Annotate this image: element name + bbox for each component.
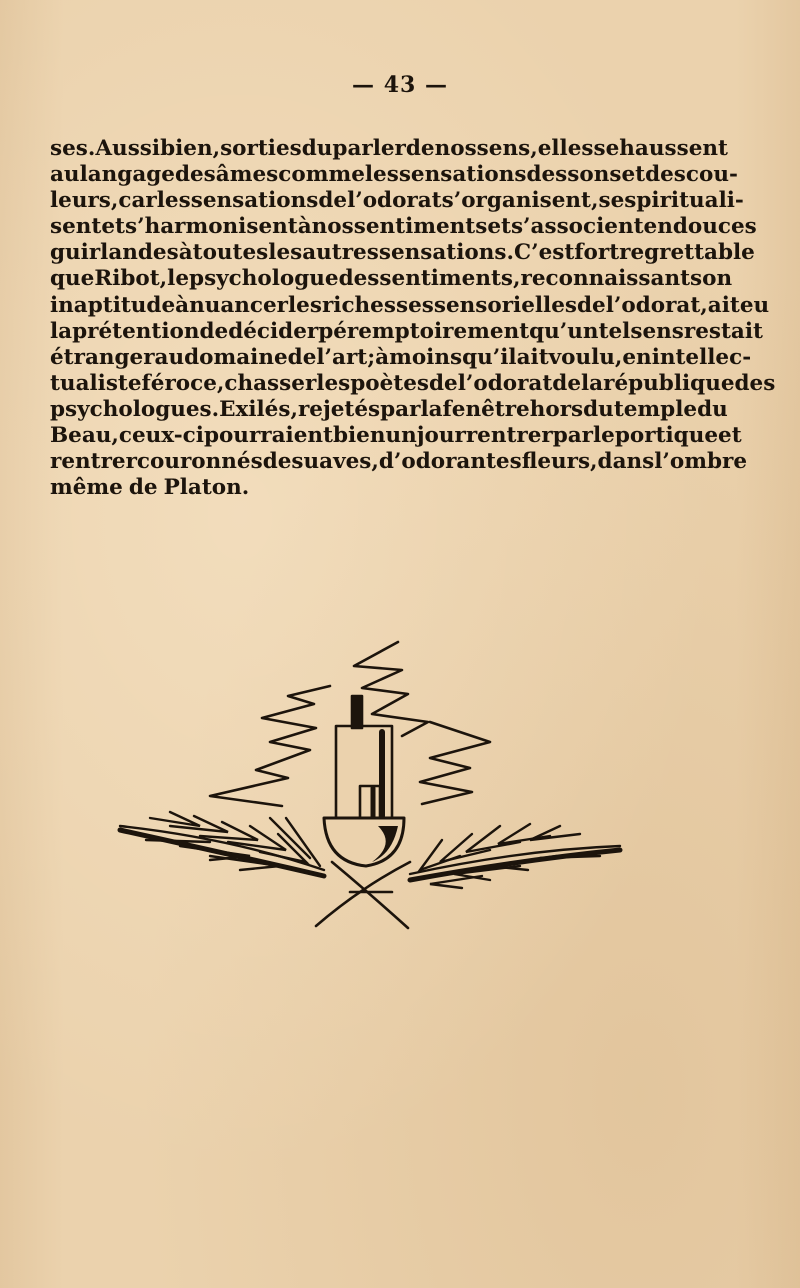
text-line: ses. Aussi bien, sorties du parler de nos sens, elles se haussent [50,136,728,161]
incense-burner-icon [110,630,640,950]
text-line: leurs, car les sensations de l’odorat s’organisent, se spirituali- [50,188,744,214]
text-line: psychologues. Exilés, rejetés par la fenêtre hors du temple du [50,396,728,422]
text-line: étranger au domaine de l’art; à moins qu’il ait voulu, en intellec- [50,344,752,370]
text-line: rentrer couronnés de suaves, d’odorantes fleurs, dans l’ombre [50,449,748,475]
text-line: au langage des âmes comme les sensations des sons et des cou- [50,162,738,188]
page-number: — 43 — [352,72,448,98]
text-line: guirlandes à toutes les autres sensations. C’est fort regrettable [50,240,755,266]
text-line: sent et s’harmonisent à nos sentiments et s’associent en douces [50,214,757,240]
text-line: tualiste féroce, chasser les poètes de l’odorat de la république des [50,370,776,396]
text-line: la prétention de décider péremptoirement qu’un tel sens restait [50,318,763,344]
text-line: même de Platon. [50,475,250,501]
body-text [50,136,776,501]
text-line: inaptitude à nuancer les richesses sensorielles de l’odorat, ait eu [50,292,770,318]
text-line: que Ribot, le psychologue des sentiments, reconnaissant son [50,266,733,292]
text-line: Beau, ceux-ci pourraient bien un jour rentrer par le portique et [50,423,742,449]
